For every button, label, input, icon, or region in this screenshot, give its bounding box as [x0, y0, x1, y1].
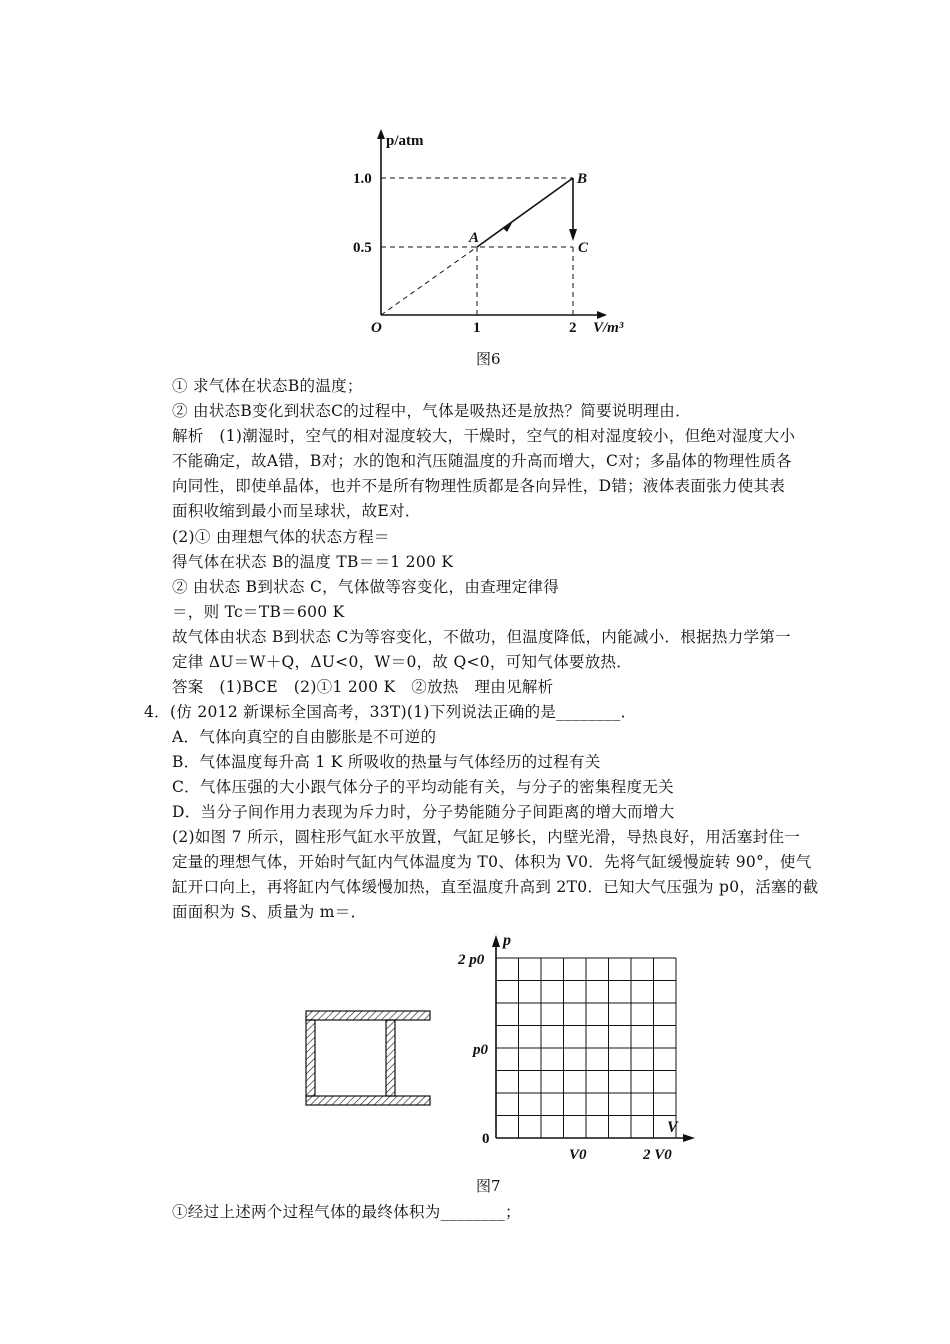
- q4-sub1: ①经过上述两个过程气体的最终体积为________；: [172, 1203, 521, 1221]
- pv-grid-lines: [496, 958, 676, 1138]
- q3-analysis-line: ＝，则 Tc＝TB＝600 K: [172, 603, 345, 621]
- q3-analysis-line: 故气体由状态 B到状态 C为等容变化，不做功，但温度降低，内能减小．根据热力学第一: [172, 628, 791, 646]
- point-c-label: C: [578, 240, 589, 256]
- q4-part2-line: 面面积为 S、质量为 m＝．: [172, 903, 367, 921]
- y-axis-label: p: [503, 932, 511, 949]
- q3-analysis-line: (2)① 由理想气体的状态方程＝: [172, 528, 390, 546]
- q4-part2-line: 定量的理想气体，开始时气缸内气体温度为 T0、体积为 V0．先将气缸缓慢旋转 90°，使气: [172, 853, 812, 871]
- x-tick-1: 1: [473, 320, 481, 335]
- q3-analysis-line: 向同性，即使单晶体，也并不是所有物理性质都是各向异性，D错；液体表面张力使其表: [172, 477, 786, 495]
- q3-analysis-line: 面积收缩到最小而呈球状，故E对．: [172, 502, 421, 520]
- y-tick-1: 1.0: [353, 171, 372, 187]
- q3-analysis-line: 定律 ΔU＝W＋Q，ΔU<0，W＝0，故 Q<0，可知气体要放热．: [172, 653, 633, 671]
- q3-analysis-line: 得气体在状态 B的温度 TB＝＝1 200 K: [172, 553, 454, 571]
- origin-label: 0: [482, 1131, 490, 1147]
- q3-analysis-line: ② 由状态 B到状态 C，气体做等容变化，由查理定律得: [172, 578, 560, 596]
- q3-analysis-line: 解析 (1)潮湿时，空气的相对湿度较大，干燥时，空气的相对湿度较小，但绝对湿度大小: [172, 427, 796, 445]
- q4-option: C．气体压强的大小跟气体分子的平均动能有关，与分子的密集程度无关: [172, 778, 674, 796]
- q3-sub1: ① 求气体在状态B的温度；: [172, 377, 363, 395]
- q3-sub2: ② 由状态B变化到状态C的过程中，气体是吸热还是放热？简要说明理由．: [172, 402, 691, 420]
- point-a-label: A: [469, 230, 480, 246]
- q4-part2-line: (2)如图 7 所示，圆柱形气缸水平放置，气缸足够长，内壁光滑，导热良好，用活塞封住一: [172, 828, 801, 846]
- q4-stem: 4．(仿 2012 新课标全国高考，33T)(1)下列说法正确的是________．: [144, 703, 637, 721]
- x-axis-label: V/m³: [593, 320, 624, 335]
- q3-answer: 答案 (1)BCE (2)①1 200 K ②放热 理由见解析: [172, 678, 554, 696]
- piston: [386, 1020, 395, 1096]
- q4-option: D．当分子间作用力表现为斥力时，分子势能随分子间距离的增大而增大: [172, 803, 675, 821]
- x-axis-label: V: [667, 1119, 678, 1136]
- q4-option: B．气体温度每升高 1 K 所吸收的热量与气体经历的过程有关: [172, 753, 601, 771]
- figure-6-pv-graph: [345, 125, 665, 335]
- q3-analysis-line: 不能确定，故A错，B对；水的饱和汽压随温度的升高而增大，C对；多晶体的物理性质各: [172, 452, 792, 470]
- point-b-label: B: [577, 171, 588, 187]
- figure-6-caption: 图6: [476, 350, 501, 368]
- y-tick-05: 0.5: [353, 240, 372, 256]
- figure-7-caption: 图7: [476, 1177, 501, 1195]
- figure-7-cylinder: [302, 1007, 442, 1112]
- figure-7-pv-grid: [455, 925, 695, 1165]
- o-to-a-dashed: [381, 247, 477, 315]
- q4-option: A．气体向真空的自由膨胀是不可逆的: [172, 728, 437, 746]
- x-tick-v0: V0: [569, 1147, 587, 1163]
- y-axis-label: p/atm: [386, 133, 424, 149]
- process-a-b: [477, 178, 573, 247]
- q4-part2-line: 缸开口向上，再将缸内气体缓慢加热，直至温度升高到 2T0．已知大气压强为 p0，活塞的截: [172, 878, 819, 896]
- y-tick-2p0: 2 p0: [458, 952, 485, 968]
- origin-label: O: [371, 320, 382, 335]
- y-tick-p0: p0: [473, 1042, 488, 1058]
- x-tick-2v0: 2 V0: [643, 1147, 672, 1163]
- x-tick-2: 2: [569, 320, 577, 335]
